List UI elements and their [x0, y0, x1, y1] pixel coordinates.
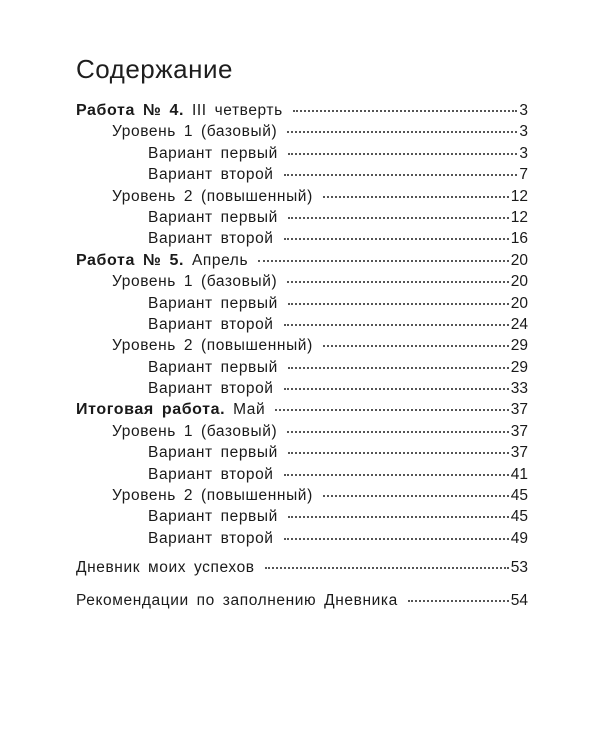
page-number: 7 [519, 166, 528, 184]
page-number: 3 [519, 144, 528, 162]
page-number: 29 [510, 358, 528, 376]
page-number: 20 [510, 251, 528, 269]
leader-dots [287, 281, 509, 283]
toc-variant-entry[interactable] [76, 380, 528, 401]
page-number: 33 [510, 380, 528, 398]
toc-entry-title: Вариант первый [148, 294, 278, 312]
toc-entry-title: Вариант второй [148, 465, 274, 483]
toc-variant-entry[interactable] [76, 444, 528, 465]
page-number: 37 [510, 422, 528, 440]
toc-entry-title: Работа № 4. III четверть [76, 102, 283, 119]
leader-dots [288, 217, 509, 219]
leader-dots [288, 303, 509, 305]
leader-dots [275, 409, 509, 411]
leader-dots [323, 196, 509, 198]
page-number: 54 [510, 591, 528, 609]
toc-entry-title: Вариант второй [148, 380, 274, 398]
leader-dots [265, 567, 509, 569]
toc-entry-title: Вариант первый [148, 144, 278, 162]
toc-recommendations-entry[interactable] [76, 592, 528, 613]
page-number: 24 [510, 315, 528, 333]
page-number: 16 [510, 230, 528, 248]
toc-entry-title: Уровень 2 (повышенный) [112, 487, 313, 505]
toc-level-entry[interactable] [76, 487, 528, 508]
toc-entry-title: Уровень 2 (повышенный) [112, 337, 313, 355]
toc-entry-title: Работа № 5. Апрель [76, 251, 249, 269]
page-number: 53 [510, 559, 528, 577]
toc-entry-title: Уровень 1 (базовый) [112, 273, 278, 291]
toc-section-work-4[interactable] [76, 102, 528, 123]
leader-dots [323, 345, 509, 347]
toc-section-final-work[interactable] [76, 401, 528, 422]
toc-entry-title: Вариант первый [148, 208, 278, 226]
toc-level-entry[interactable] [76, 273, 528, 294]
toc-diary-entry[interactable] [76, 559, 528, 580]
toc-entry-title: Итоговая работа. Май [76, 401, 266, 419]
toc-variant-entry[interactable] [76, 359, 528, 380]
leader-dots [287, 131, 517, 133]
toc-entry-title: Вариант второй [148, 529, 274, 547]
toc-level-entry[interactable] [76, 123, 528, 144]
toc-level-entry[interactable] [76, 188, 528, 209]
page-number: 20 [510, 273, 528, 291]
toc-variant-entry[interactable] [76, 166, 528, 187]
toc-variant-entry[interactable] [76, 466, 528, 487]
page-number: 45 [510, 508, 528, 526]
leader-dots [284, 238, 509, 240]
leader-dots [284, 388, 509, 390]
leader-dots [287, 431, 509, 433]
toc-variant-entry[interactable] [76, 508, 528, 529]
page-number: 37 [510, 401, 528, 419]
page-number: 45 [510, 487, 528, 505]
toc-entry-title: Уровень 1 (базовый) [112, 422, 278, 440]
page-number: 12 [510, 187, 528, 205]
table-of-contents [76, 102, 528, 613]
toc-entry-title: Уровень 1 (базовый) [112, 123, 278, 141]
page-number: 29 [510, 337, 528, 355]
toc-entry-title: Вариант первый [148, 444, 278, 462]
toc-section-work-5[interactable] [76, 252, 528, 273]
page-title: Содержание [76, 54, 233, 84]
toc-variant-entry[interactable] [76, 145, 528, 166]
leader-dots [293, 110, 518, 112]
toc-entry-title: Рекомендации по заполнению Дневника [76, 591, 398, 609]
page-number: 49 [510, 529, 528, 547]
toc-variant-entry[interactable] [76, 316, 528, 337]
toc-entry-title: Вариант первый [148, 508, 278, 526]
toc-variant-entry[interactable] [76, 295, 528, 316]
leader-dots [288, 153, 517, 155]
leader-dots [408, 600, 509, 602]
toc-level-entry[interactable] [76, 423, 528, 444]
leader-dots [258, 260, 509, 262]
page-number: 3 [519, 102, 528, 119]
page-number: 20 [510, 294, 528, 312]
leader-dots [288, 516, 509, 518]
toc-level-entry[interactable] [76, 337, 528, 358]
leader-dots [284, 174, 518, 176]
toc-variant-entry[interactable] [76, 230, 528, 251]
toc-entry-title: Вариант второй [148, 166, 274, 184]
leader-dots [284, 474, 509, 476]
page-number: 12 [510, 208, 528, 226]
toc-variant-entry[interactable] [76, 209, 528, 230]
toc-entry-title: Вариант второй [148, 315, 274, 333]
toc-entry-title: Уровень 2 (повышенный) [112, 187, 313, 205]
toc-variant-entry[interactable] [76, 530, 528, 551]
page-number: 41 [510, 465, 528, 483]
leader-dots [288, 452, 509, 454]
toc-entry-title: Вариант второй [148, 230, 274, 248]
page-number: 3 [519, 123, 528, 141]
leader-dots [284, 538, 509, 540]
leader-dots [288, 367, 509, 369]
toc-entry-title: Дневник моих успехов [76, 559, 255, 577]
leader-dots [323, 495, 509, 497]
leader-dots [284, 324, 509, 326]
toc-entry-title: Вариант первый [148, 358, 278, 376]
page-number: 37 [510, 444, 528, 462]
